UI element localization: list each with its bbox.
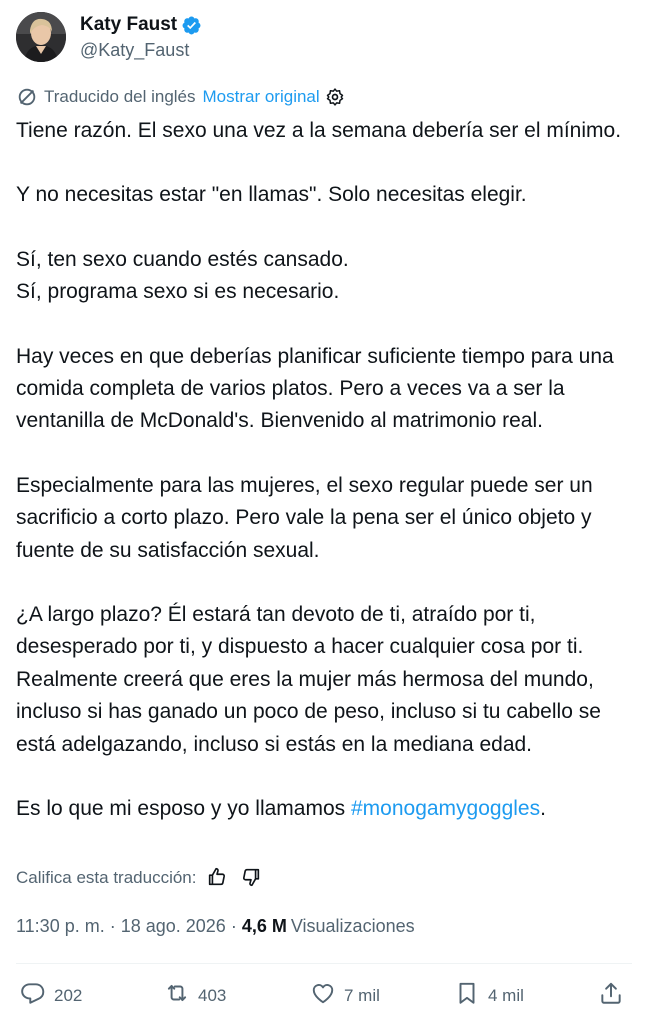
reply-icon [20,980,46,1011]
tweet-paragraph: Especialmente para las mujeres, el sexo regular puede ser un sacrificio a corto plazo. Pero vale la pena ser el único objeto y fuente de su satisfacción sexual. [16,473,599,562]
share-button[interactable] [598,980,624,1011]
translation-notice [16,86,345,108]
like-count: 7 mil [344,985,380,1005]
heart-icon [310,980,336,1011]
bookmark-count: 4 mil [488,985,524,1005]
translated-label: Traducido del inglés [44,87,196,106]
like-button[interactable] [310,980,380,1011]
verified-badge-icon [181,15,202,36]
show-original-link[interactable]: Mostrar original [202,87,320,106]
bookmark-icon [454,980,480,1011]
repost-icon [164,980,190,1011]
views-count: 4,6 M [241,916,287,936]
avatar[interactable] [16,12,66,62]
reply-button[interactable] [20,980,82,1011]
tweet-paragraph: Hay veces en que deberías planificar suficiente tiempo para una comida completa de varios platos. Pero a veces va a ser la ventanilla de McDonald's. Bienvenido al matrimonio real. [16,344,620,433]
tweet-paragraph: Tiene razón. El sexo una vez a la semana debería ser el mínimo. [16,119,622,142]
tweet-text [16,115,640,826]
bookmark-button[interactable] [454,980,524,1011]
tweet-time[interactable]: 11:30 p. m. [16,916,105,936]
gear-icon[interactable] [325,87,345,107]
author-handle[interactable]: @Katy_Faust [80,40,190,60]
tweet-paragraph: Sí, ten sexo cuando estés cansado. Sí, programa sexo si es necesario. [16,247,349,304]
thumbs-up-icon[interactable] [206,866,230,890]
meta-separator: · [104,916,121,936]
tweet-header [16,12,636,66]
action-bar [16,980,632,1014]
rate-label: Califica esta traducción: [16,868,197,887]
rate-translation [16,866,264,890]
last-line-suffix: . [540,797,546,821]
tweet-last-line [16,793,640,825]
translate-icon [16,86,38,108]
author-name[interactable]: Katy Faust [80,14,178,35]
divider [16,963,632,964]
repost-count: 403 [198,985,227,1005]
hashtag-link[interactable]: #monogamygoggles [350,797,541,821]
share-icon [598,980,624,1011]
reply-count: 202 [54,985,83,1005]
tweet-date[interactable]: 18 ago. 2026 [120,916,226,936]
tweet-meta [16,916,415,937]
tweet-paragraph: Y no necesitas estar "en llamas". Solo necesitas elegir. [16,183,527,207]
tweet-paragraph: ¿A largo plazo? Él estará tan devoto de ti, atraído por ti, desesperado por ti, y dispuesto a hacer cualquier cosa por ti. Realmente creerá que eres la mujer más hermosa del mundo, incluso si has ganado un poco de peso, incluso si tu cabello se está adelgazando, incluso si estás en la mediana edad. [16,603,607,756]
repost-button[interactable] [164,980,226,1011]
last-line-text: Es lo que mi esposo y yo llamamos [16,797,351,821]
thumbs-down-icon[interactable] [240,866,264,890]
meta-separator: · [225,916,242,936]
views-label: Visualizaciones [290,916,415,936]
